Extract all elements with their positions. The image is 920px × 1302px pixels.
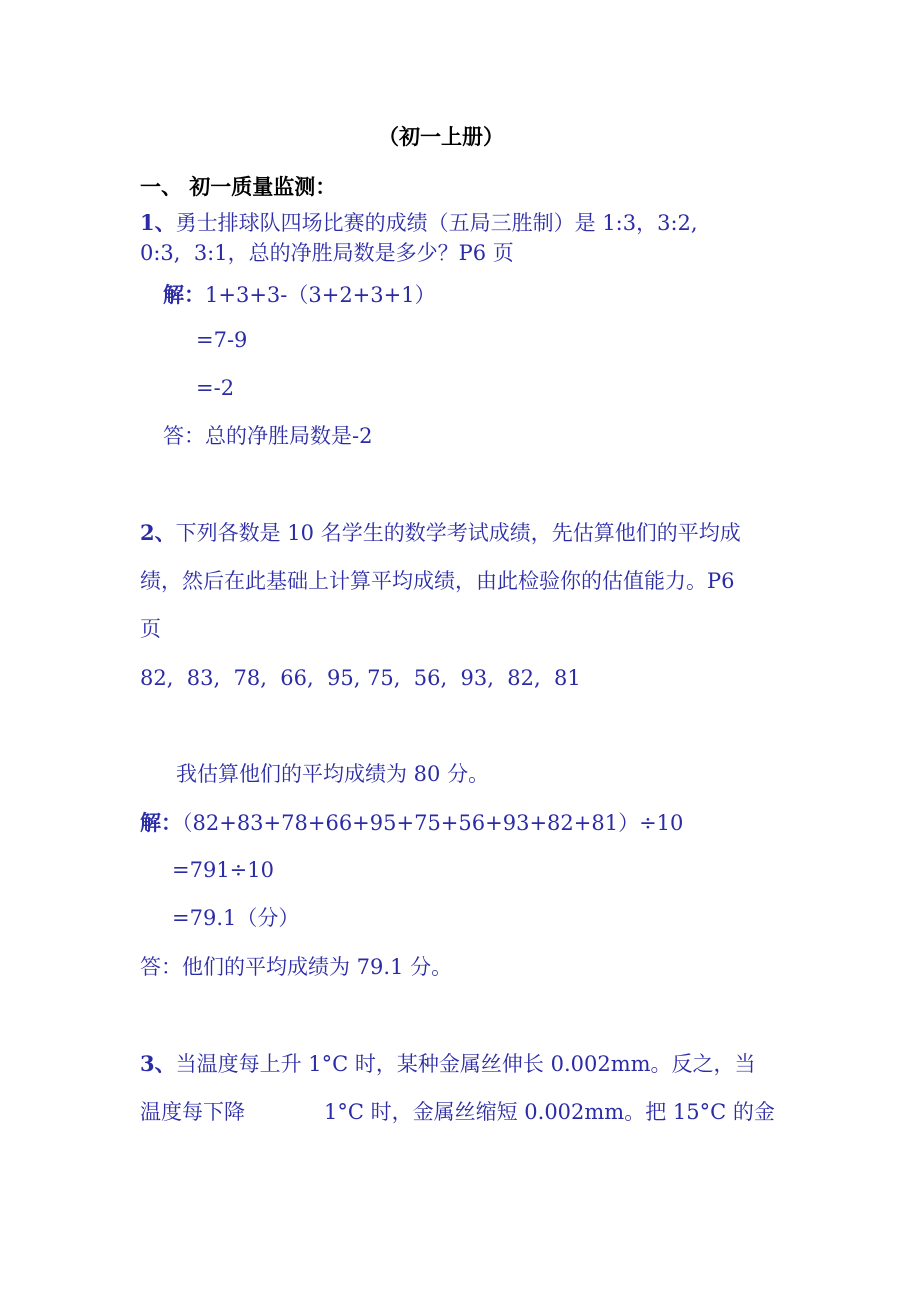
doc-title: （初一上册）	[378, 124, 504, 149]
q3-text-line2a: 温度每下降	[140, 1100, 245, 1124]
q2-text-line1	[140, 522, 741, 544]
q1-text-line1	[140, 212, 698, 234]
q2-estimate: 我估算他们的平均成绩为 80 分。	[176, 762, 490, 786]
q2-scores: 82, 83, 78, 66, 95, 75, 56, 93, 82, 81	[140, 666, 581, 690]
section-heading: 一、 初一质量监测：	[140, 174, 337, 199]
q2-text-line2: 绩，然后在此基础上计算平均成绩，由此检验你的估值能力。P6	[140, 569, 735, 593]
q2-number: 2、	[140, 520, 176, 545]
q1-number: 1、	[140, 210, 176, 235]
q2-solution-line2: =791÷10	[172, 858, 274, 882]
q1-answer: 答：总的净胜局数是-2	[163, 424, 373, 448]
q1-solution-line1	[163, 284, 436, 306]
q2-text-1: 下列各数是 10 名学生的数学考试成绩，先估算他们的平均成	[175, 521, 741, 545]
q2-solution-line3: =79.1（分）	[172, 906, 300, 930]
q2-text-line3: 页	[140, 617, 161, 641]
q2-answer: 答：他们的平均成绩为 79.1 分。	[140, 955, 453, 979]
q1-text-line2: 0:3, 3:1，总的净胜局数是多少？P6 页	[140, 241, 514, 265]
q1-solution-line2: =7-9	[196, 328, 248, 352]
q1-solution-1: 1+3+3-（3+2+3+1）	[205, 283, 436, 307]
q2-solution-line1	[140, 812, 683, 834]
q3-text-1: 当温度每上升 1°C 时，某种金属丝伸长 0.002mm。反之，当	[175, 1052, 756, 1076]
q3-number: 3、	[140, 1051, 176, 1076]
q1-text-1: 勇士排球队四场比赛的成绩（五局三胜制）是 1:3，3:2,	[175, 211, 698, 235]
q3-text-line2b: 1°C 时，金属丝缩短 0.002mm。把 15°C 的金	[324, 1100, 775, 1124]
q2-solution-1: （82+83+78+66+95+75+56+93+82+81）÷10	[182, 811, 684, 835]
q2-solution-label: 解：	[140, 810, 182, 835]
q1-solution-line3: =-2	[196, 376, 235, 400]
q1-solution-label: 解：	[163, 282, 205, 307]
q3-text-line1	[140, 1053, 756, 1075]
